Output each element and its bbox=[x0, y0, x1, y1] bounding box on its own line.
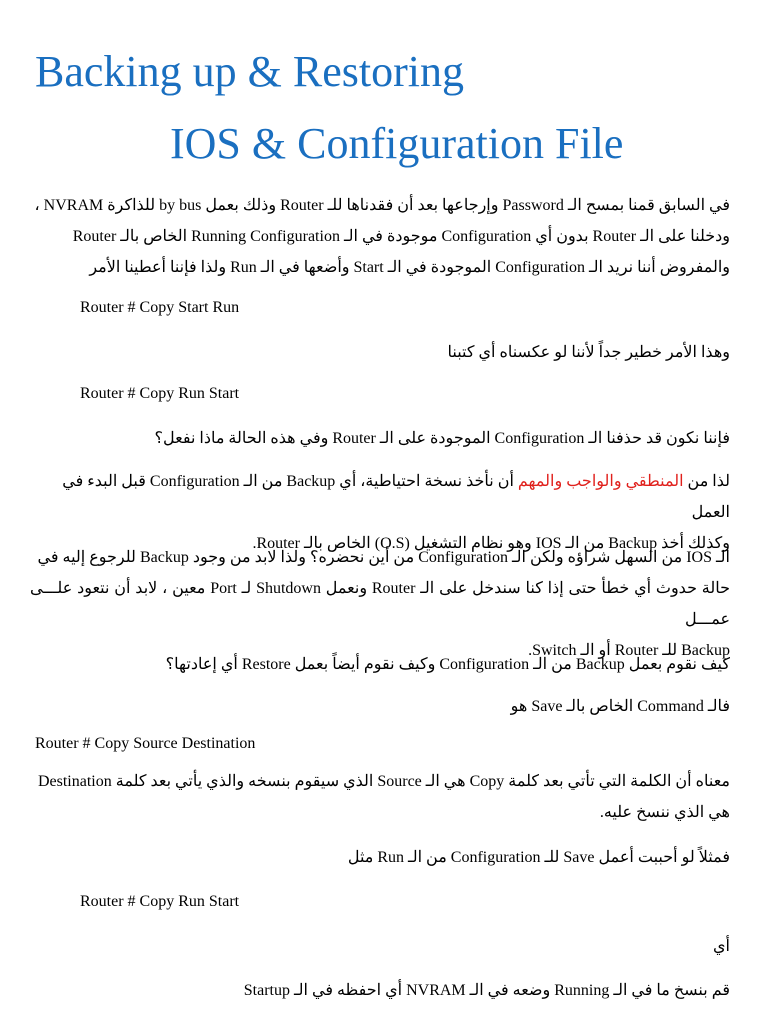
text-segment: أن نأخذ نسخة احتياطية، أي Backup من الـ Configuration قبل البدء في العمل bbox=[62, 473, 730, 521]
title-line-2: IOS & Configuration File bbox=[170, 119, 624, 168]
command-copy-run-start-example: Router # Copy Run Start bbox=[80, 893, 240, 910]
paragraph-line: Backup للـ Router أو الـ Switch. bbox=[528, 642, 730, 659]
command-copy-source-destination: Router # Copy Source Destination bbox=[35, 735, 256, 752]
paragraph-line: هي الذي ننسخ عليه. bbox=[599, 804, 730, 821]
paragraph-line: الـ IOS من السهل شراؤه ولكن الـ Configuration من أين نحضره؟ ولذا لابد من وجود Backup للرجوع إليه في bbox=[37, 549, 730, 566]
paragraph-question: فإننا نكون قد حذفنا الـ Configuration الموجودة على الـ Router وفي هذه الحالة ماذا نفعل؟ bbox=[154, 430, 730, 447]
paragraph-line: حالة حدوث أي خطأ حتى إذا كنا سندخل على الـ Router ونعمل Shutdown لـ Port معين ، لابد أن نتعود علـــى عمـــل bbox=[30, 580, 730, 628]
highlighted-text: المنطقي والواجب والمهم bbox=[517, 473, 684, 490]
command-copy-start-run: Router # Copy Start Run bbox=[80, 299, 240, 316]
paragraph-ios-backup bbox=[30, 542, 730, 666]
paragraph-save-command: فالـ Command الخاص بالـ Save هو bbox=[510, 698, 730, 715]
paragraph-explanation: قم بنسخ ما في الـ Running وضعه في الـ NVRAM أي احفظه في الـ Startup bbox=[243, 982, 730, 999]
paragraph-line: ودخلنا على الـ Router بدون أي Configuration موجودة في الـ Running Configuration الخاص بالـ Router bbox=[72, 228, 730, 245]
command-copy-run-start: Router # Copy Run Start bbox=[80, 385, 240, 402]
paragraph-example: فمثلاً لو أحببت أعمل Save للـ Configuration من الـ Run مثل bbox=[347, 849, 730, 866]
paragraph-warning: وهذا الأمر خطير جداً لأننا لو عكسناه أي كتبنا bbox=[447, 344, 730, 361]
paragraph-how-backup: كيف نقوم بعمل Backup من الـ Configuration وكيف نقوم أيضاً بعمل Restore أي إعادتها؟ bbox=[165, 656, 730, 673]
paragraph-intro bbox=[30, 190, 730, 283]
paragraph-i-e: أي bbox=[713, 938, 730, 955]
title-line-1: Backing up & Restoring bbox=[35, 47, 464, 96]
paragraph-line: في السابق قمنا بمسح الـ Password وإرجاعها بعد أن فقدناها للـ Router وذلك بعمل by bus للذاكرة NVRAM ، bbox=[34, 197, 730, 214]
paragraph-line: معناه أن الكلمة التي تأتي بعد كلمة Copy هي الـ Source الذي سيقوم بنسخه والذي يأتي بعد كلمة Destination bbox=[37, 773, 730, 790]
paragraph-line bbox=[30, 466, 730, 528]
paragraph-line: والمفروض أننا نريد الـ Configuration الموجودة في الـ Start وأضعها في الـ Run ولذا فإننا أعطينا الأمر bbox=[89, 259, 730, 276]
paragraph-line: وكذلك أخذ Backup من الـ IOS وهو نظام التشغيل (O.S) الخاص بالـ Router. bbox=[252, 535, 730, 552]
paragraph-meaning bbox=[30, 766, 730, 828]
text-segment: لذا من bbox=[683, 473, 730, 490]
